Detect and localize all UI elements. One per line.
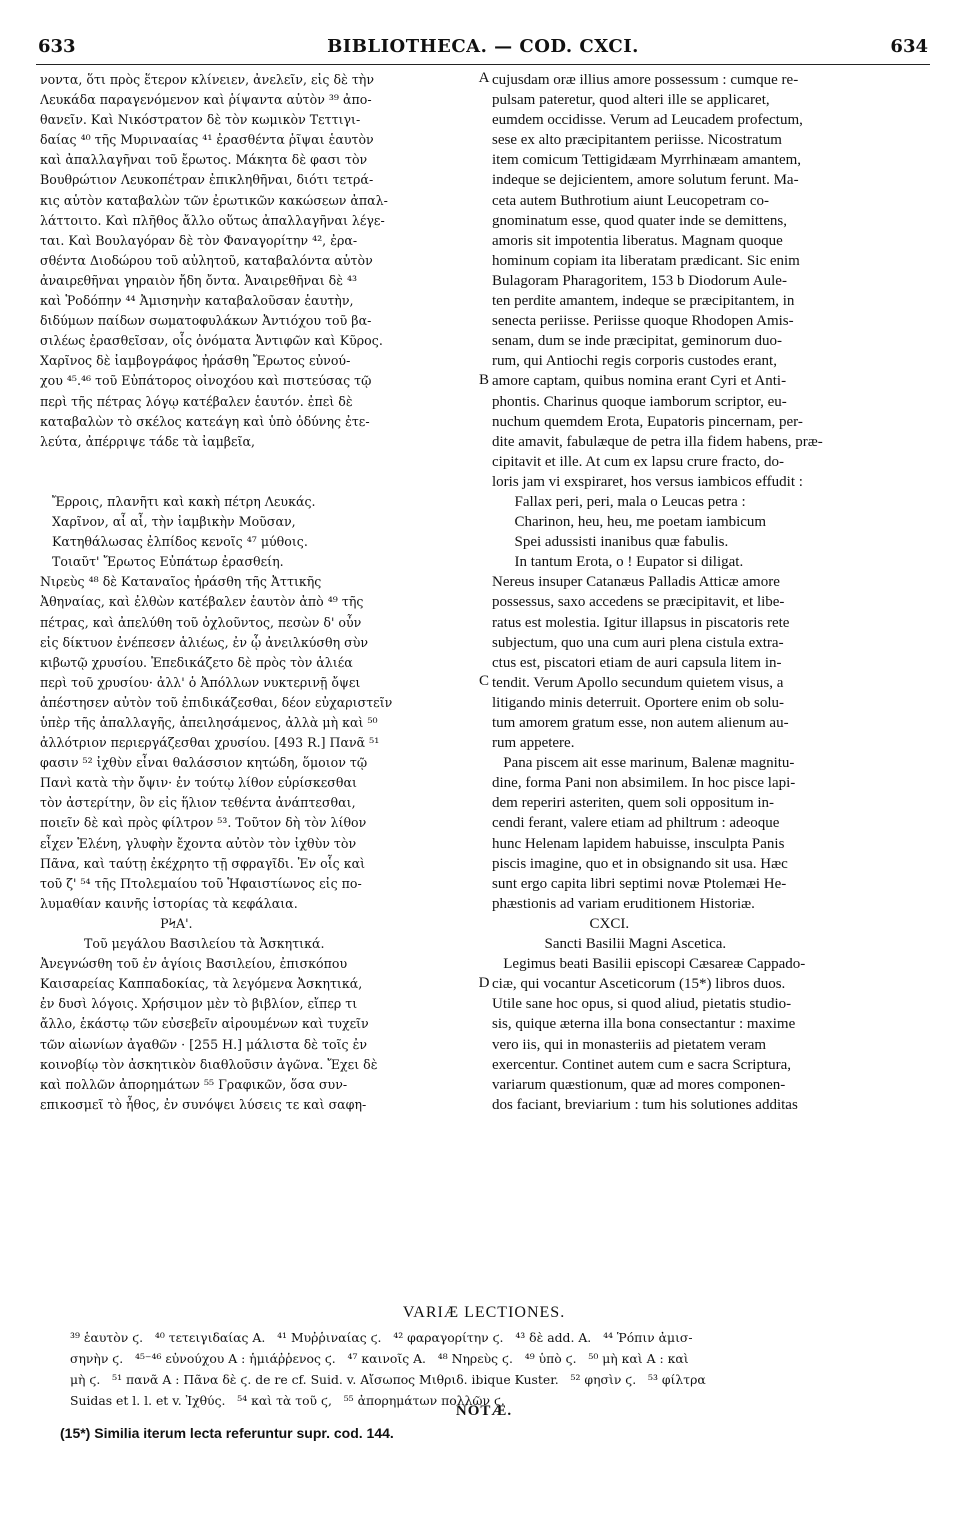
latin-text-line: sese ex alto præcipitantem periisse. Nicostratum xyxy=(492,132,782,149)
latin-text-line: litigando minis deterruit. Oportere enim ob solu- xyxy=(492,694,785,711)
greek-text-line: Ἀθηναίας, καὶ ἐλθὼν κατέβαλεν ἑαυτὸν ἀπὸ ⁴⁹ τῆς xyxy=(40,594,364,610)
greek-text-line: εἶχεν Ἑλένη, γλυφὴν ἔχοντα αὐτὸν τὸν ἰχθὺν τὸν xyxy=(40,835,357,851)
latin-text-line: dite amavit, fabulæque de petra illa fidem habens, præ- xyxy=(492,433,823,450)
greek-text-line: λάττοιτο. Καὶ πλῆθος ἄλλο οὕτως ἀπαλλαγῆναι λέγε- xyxy=(40,212,385,228)
latin-text-line: Fallax peri, peri, mala o Leucas petra : xyxy=(492,493,746,510)
latin-text-line: phæstionis ad variam eruditionem Historiæ. xyxy=(492,895,755,912)
variae-lines xyxy=(40,1327,928,1411)
variae-title: VARIÆ LECTIONES. xyxy=(402,1304,566,1321)
latin-text-line: indeque se dejicientem, amore solutum ferunt. Ma- xyxy=(492,172,799,189)
greek-text-line: περὶ τῆς πέτρας λόγῳ κατέβαλεν ἑαυτόν. ἐπεὶ δὲ xyxy=(40,393,353,409)
greek-text-line xyxy=(40,452,480,472)
greek-text-line: επικοσμεῖ τὸ ἦθος, ἐν συνόψει λύσεις τε καὶ σαφη- xyxy=(40,1096,367,1112)
latin-text-line: vero iis, qui in monasteriis ad pietatem veram xyxy=(492,1036,767,1053)
greek-text-line: ὑπὲρ τῆς ἀπαλλαγῆς, ἀπειλησάμενος, ἀλλὰ μὴ καὶ ⁵⁰ xyxy=(40,715,378,730)
variae-line: Suidas et l. l. et v. Ἰχθύς. ⁵⁴ καὶ τὰ τοῦ ϛ, ⁵⁵ ἀπορημάτων πολλῶν ϛ. xyxy=(70,1393,505,1408)
latin-text-line: sunt ergo capita libri septimi novæ Ptolemæi He- xyxy=(492,875,787,892)
greek-text-line: Βουθρώτιον Λευκοπέτραν ἐπικληθῆναι, διότι τετρά- xyxy=(40,172,374,188)
latin-text-line: ratus est molestia. Igitur illapsus in piscatoris rete xyxy=(492,614,790,631)
greek-text-line: Τοιαῦτ' Ἔρωτος Εὐπάτωρ ἐρασθείη. xyxy=(40,554,284,570)
latin-text-line: ceta autem Buthrotium aiunt Leucopetram co- xyxy=(492,192,769,209)
latin-text-line: dos faciant, breviarium : tum his solutiones additas xyxy=(492,1096,798,1113)
notae xyxy=(40,1400,928,1444)
latin-text-line: dine, forma Pani non absimilem. In hoc pisce lapi- xyxy=(492,775,796,792)
greek-text-line: ἄλλο, ἑκάστῳ τῶν εὐσεβεῖν αἱρουμένων καὶ τυχεῖν xyxy=(40,1016,369,1032)
greek-text-line: ἐν δυσὶ λόγοις. Χρήσιμον μὲν τὸ βιβλίον, εἴπερ τι xyxy=(40,996,358,1012)
greek-text-line: ἀναιρεθῆναι γηραιὸν ἤδη ὄντα. Ἀναιρεθῆναι δὲ ⁴³ xyxy=(40,272,358,288)
latin-text-line: rum appetere. xyxy=(492,735,575,752)
greek-text-line: νοντα, ὅτι πρὸς ἕτερον κλίνειεν, ἀνελεῖν, εἰς δὲ τὴν xyxy=(40,72,374,87)
greek-text-line: τὸν ἀστερίτην, ὃν εἰς ἥλιον τεθέντα ἀνάπτεσθαι, xyxy=(40,795,356,811)
variae-lectiones xyxy=(40,1302,928,1411)
greek-text-line: θανεῖν. Καὶ Νικόστρατον δὲ τὸν κωμικὸν Τεττιγι- xyxy=(40,112,361,128)
greek-text-line: περὶ τοῦ χρυσίου· ἀλλ' ὁ Ἀπόλλων νυκτερινῇ ὄψει xyxy=(40,674,361,690)
greek-text-line: λεύτα, ἀπέρριψε τάδε τὰ ἰαμβεῖα, xyxy=(40,433,256,449)
latin-text-line: eumdem occidisse. Verum ad Leucadem profectum, xyxy=(492,112,803,129)
latin-text-line: Utile sane hoc opus, si quod aliud, pietatis studio- xyxy=(492,996,792,1013)
latin-text-line: senecta periisse. Periisse quoque Rhodopen Amis- xyxy=(492,313,794,330)
greek-text-line: Λευκάδα παραγενόμενον καὶ ῥίψαντα αὑτὸν ³⁹ ἀπο- xyxy=(40,92,372,108)
latin-text-line: sis, quique æterna illa bona consectantur : maxime xyxy=(492,1016,796,1033)
variae-line: ³⁹ ἑαυτὸν ϛ. ⁴⁰ τετειγιδαίας A. ⁴¹ Μυῤῥιναίας ϛ. ⁴² φαραγορίτην ϛ. ⁴³ δὲ add. A. ⁴⁴ Ῥόπιν ἀμισ- xyxy=(70,1330,693,1345)
latin-text-line: Bulagoram Pharagoritem, 153 b Diodorum Aule- xyxy=(492,272,787,289)
latin-text-line: senam, dum se inde præcipitat, geminorum duo- xyxy=(492,333,782,350)
latin-text-line: cendi ferant, valere etiam ad philtrum : adeoque xyxy=(492,815,780,832)
latin-text-line: CXCI. xyxy=(492,915,630,932)
greek-text-line: καὶ πολλῶν ἀπορημάτων ⁵⁵ Γραφικῶν, ὅσα συν- xyxy=(40,1076,348,1092)
page-number-right: 634 xyxy=(890,36,928,57)
latin-text-line: subjectum, quo una cum auri plena cistula extra- xyxy=(492,634,784,651)
latin-text-line: Pana piscem ait esse marinum, Balenæ magnitu- xyxy=(492,755,795,772)
greek-text-line: φασιν ⁵² ἰχθὺν εἶναι θαλάσσιον κητώδη, ὅμοιον τῷ xyxy=(40,755,368,771)
greek-text-line: ἀλλότριον περιεργάζεσθαι χρυσίου. [493 R.] Πανᾶ ⁵¹ xyxy=(40,735,380,751)
latin-text-line: nuchum quemdem Erota, Eupatoris pincernam, per- xyxy=(492,413,803,430)
greek-text-column xyxy=(40,70,480,1115)
greek-text-line: ται. Καὶ Βουλαγόραν δὲ τὸν Φαναγορίτην ⁴², ἐρα- xyxy=(40,232,358,248)
greek-text-line: Ἔρροις, πλανῆτι καὶ κακὴ πέτρη Λευκάς. xyxy=(40,493,316,509)
greek-text-line: κις αὑτὸν καταβαλὼν τῶν ἐρωτικῶν κακώσεων ἀπαλ- xyxy=(40,192,388,208)
latin-text-line: tendit. Verum Apollo secundum quietem visus, a xyxy=(492,674,784,691)
greek-text-line: Νιρεὺς ⁴⁸ δὲ Καταναῖος ἠράσθη τῆς Ἀττικῆς xyxy=(40,574,322,590)
latin-text-line: Nereus insuper Catanæus Palladis Atticæ amore xyxy=(492,574,780,591)
section-marker: A xyxy=(478,70,490,86)
greek-text-line: σιλέως ἐρασθεῖσαν, οἷς ὀνόματα Ἀντιφῶν καὶ Κῦρος. xyxy=(40,333,383,349)
greek-text-line: Κατηθάλωσας ἐλπίδος κενοῖς ⁴⁷ μύθοις. xyxy=(40,534,308,550)
latin-text-line: gnominatum esse, quod quater inde se demittens, xyxy=(492,212,787,229)
latin-text-line: item comicum Tettigidæam Myrrhinæam amantem, xyxy=(492,152,802,169)
notae-title: NOTÆ. xyxy=(455,1403,513,1419)
greek-text-line: Ἀνεγνώσθη τοῦ ἐν ἁγίοις Βασιλείου, ἐπισκόπου xyxy=(40,956,348,972)
greek-text-line: Χαρῖνον, αἶ αἶ, τὴν ἰαμβικὴν Μοῦσαν, xyxy=(40,514,296,530)
greek-text-line: σθέντα Διοδώρου τοῦ αὐλητοῦ, καταβαλόντα αὑτὸν xyxy=(40,252,373,268)
greek-text-line: Πανὶ κατὰ τὴν ὄψιν· ἐν τούτῳ λίθον εὑρίσκεσθαι xyxy=(40,775,357,791)
greek-text-line: Καισαρείας Καππαδοκίας, τὰ λεγόμενα Ἀσκητικά, xyxy=(40,976,363,992)
latin-text-line: Charinon, heu, heu, me poetam iambicum xyxy=(492,514,767,531)
greek-text-line: χου ⁴⁵.⁴⁶ τοῦ Εὐπάτορος οἰνοχόου καὶ πιστεύσας τῷ xyxy=(40,373,372,389)
section-marker: B xyxy=(478,371,489,388)
latin-text-line: tum amorem gratum esse, non autem alienum au- xyxy=(492,715,789,731)
page-number-left: 633 xyxy=(38,36,76,57)
greek-text-line: τῶν αἰωνίων ἀγαθῶν · [255 H.] μάλιστα δὲ τοῖς ἐν xyxy=(40,1036,368,1052)
greek-text-line: καὶ Ῥοδόπην ⁴⁴ Ἀμισηνὴν καταβαλοῦσαν ἑαυτὴν, xyxy=(40,293,354,309)
page-title: BIBLIOTHECA. — COD. CXCI. xyxy=(327,36,639,57)
greek-text-line: εἰς δίκτυον ἐνέπεσεν ἁλιέως, ἐν ᾧ ἀνειλκύσθη σὺν xyxy=(40,634,369,650)
latin-text-line: amore captam, quibus nomina erant Cyri et Anti- xyxy=(492,373,787,390)
latin-text-column xyxy=(492,70,928,1115)
latin-text-line: pulsam pateretur, quod alteri ille se applicaret, xyxy=(492,92,770,109)
latin-text-line: amoris sit impotentia liberatus. Magnam quoque xyxy=(492,232,783,249)
latin-text-line: piscis imagine, quo et in obsignando sit usa. Hæc xyxy=(492,855,788,872)
latin-text-line: hominum copiam ita liberatam prædicant. Sic enim xyxy=(492,252,800,269)
greek-text-line: λυμαθίαν καινῆς ἱστορίας τὰ κεφάλαια. xyxy=(40,895,298,911)
notae-text: (15*) Similia iterum lecta referuntur supr. cod. 144. xyxy=(60,1425,394,1441)
latin-text-line: Legimus beati Basilii episcopi Cæsareæ Cappado- xyxy=(492,956,806,973)
latin-text-line: possessus, saxo accedens se præcipitavit, et libe- xyxy=(492,594,785,611)
variae-line: μὴ ϛ. ⁵¹ πανᾶ A : Πᾶνα δὲ ϛ. de re cf. Suid. v. Αἴσωπος Μιθριδ. ibique Kuster. ⁵² φησὶν ϛ. ⁵³ φίλτρα xyxy=(70,1372,706,1387)
latin-text-line: ctus est, piscatori etiam de auri capsula litem in- xyxy=(492,654,782,671)
header-rule xyxy=(36,64,930,65)
greek-text-line xyxy=(40,472,480,492)
latin-text-line: loris jam vi exspiraret, hos versus iambicos effudit : xyxy=(492,473,803,490)
greek-text-line: τοῦ ζ' ⁵⁴ τῆς Πτολεμαίου τοῦ Ἡφαιστίωνος εἰς πο- xyxy=(40,875,362,891)
variae-line: σηνὴν ϛ. ⁴⁵⁻⁴⁶ εὐνούχου A : ἡμιάῤῥενος ϛ. ⁴⁷ καινοῖς A. ⁴⁸ Νηρεὺς ϛ. ⁴⁹ ὑπὸ ϛ. ⁵⁰ μὴ καὶ A : καὶ xyxy=(70,1351,689,1366)
latin-text-line: Sancti Basilii Magni Ascetica. xyxy=(492,936,727,953)
greek-text-line: πέτρας, καὶ ἀπελύθη τοῦ ὀχλοῦντος, πεσὼν δ' οὖν xyxy=(40,614,362,630)
latin-text-line: rum, qui Antiochi regis corporis custodes erant, xyxy=(492,353,777,370)
latin-text-line: hunc Helenam lapidem habuisse, insculpta Panis xyxy=(492,835,785,852)
greek-text-line: Τοῦ μεγάλου Βασιλείου τὰ Ἀσκητικά. xyxy=(40,936,325,952)
greek-text-line: καταβαλὼν τὸ σκέλος κατεάγη καὶ ὑπὸ ὀδύνης ἐτε- xyxy=(40,413,370,429)
section-marker: D xyxy=(478,974,490,991)
latin-text-line: cipitavit et ille. At cum ex lapsu crure fracto, do- xyxy=(492,453,784,470)
latin-text-line: dem reperiri asteriten, quem soli oppositum in- xyxy=(492,795,775,812)
greek-text-line: ποιεῖν δὲ καὶ πρὸς φίλτρον ⁵³. Τοῦτον δὴ τὸν λίθον xyxy=(40,815,367,831)
latin-text-line: In tantum Erota, o ! Eupator si diligat. xyxy=(492,554,744,571)
latin-text-line: exercentur. Continet autem cum e sacra Scriptura, xyxy=(492,1056,792,1073)
latin-text-line: cujusdam oræ illius amore possessum : cumque re- xyxy=(492,72,799,88)
greek-text-line: δαίας ⁴⁰ τῆς Μυρινααίας ⁴¹ ἐρασθέντα ῥῖψαι ἑαυτὸν xyxy=(40,132,374,148)
greek-text-line: κοινοβίῳ τὸν ἀσκητικὸν διαθλοῦσιν ἀγῶνα. Ἔχει δὲ xyxy=(40,1056,378,1072)
greek-text-line: διδύμων παίδων σωματοφυλάκων Ἀντιόχου τοῦ βα- xyxy=(40,313,372,329)
greek-text-line: Πᾶνα, καὶ ταύτῃ ἐκέχρητο τῇ σφραγῖδι. Ἐν οἷς καὶ xyxy=(40,855,366,871)
latin-text-line: variarum quæstionum, quæ ad mores componen- xyxy=(492,1076,786,1093)
greek-text-line: ΡϞΑ'. xyxy=(40,915,193,931)
latin-text-line: ten perdite amantem, indeque se præcipitantem, in xyxy=(492,293,795,310)
section-marker: C xyxy=(478,673,489,689)
latin-text-line: ciæ, qui vocantur Asceticorum (15*) libros duos. xyxy=(492,976,786,993)
latin-text-line: phontis. Charinus quoque iamborum scriptor, eu- xyxy=(492,393,787,410)
greek-text-line: ἀπέστησεν αὐτὸν τοῦ ἐπιδικάζεσθαι, δέον εὐχαριστεῖν xyxy=(40,694,393,710)
greek-text-line: κιβωτῷ χρυσίου. Ἐπεδικάζετο δὲ πρὸς τὸν ἁλιέα xyxy=(40,654,353,670)
greek-text-line: Χαρῖνος δὲ ἰαμβογράφος ἠράσθη Ἔρωτος εὐνού- xyxy=(40,353,351,369)
running-head xyxy=(38,36,928,62)
greek-text-line: καὶ ἀπαλλαγῆναι τοῦ ἔρωτος. Μάκητα δὲ φασι τὸν xyxy=(40,152,368,168)
latin-text-line: Spei adussisti inanibus quæ fabulis. xyxy=(492,534,729,551)
